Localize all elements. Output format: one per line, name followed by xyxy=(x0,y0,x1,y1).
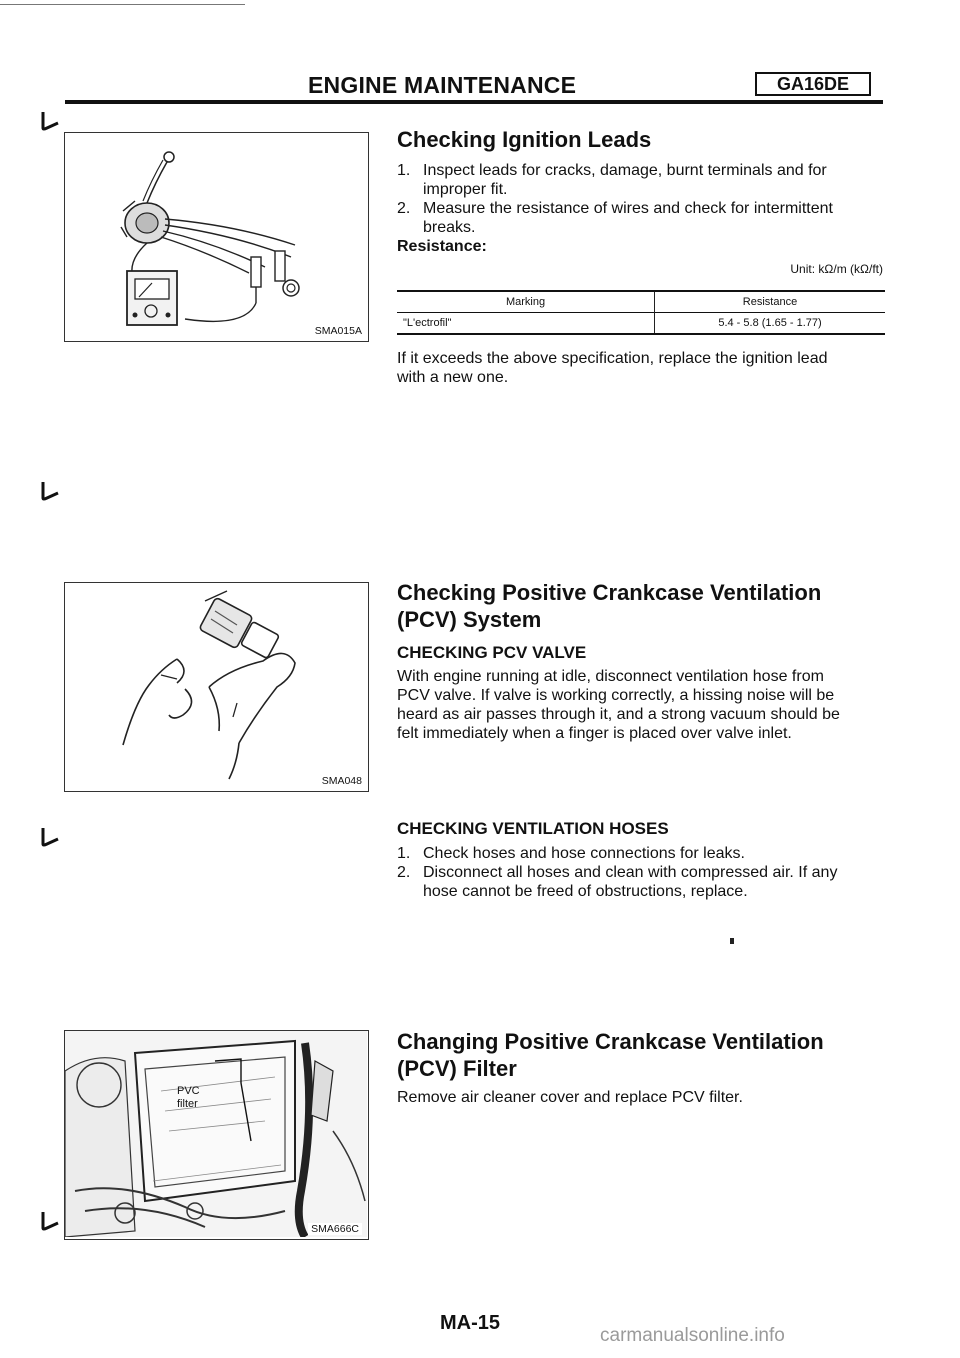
figure-code: SMA666C xyxy=(308,1223,362,1235)
paragraph-line: with a new one. xyxy=(397,369,509,386)
ignition-lead-figure xyxy=(64,132,369,342)
section-title: Checking Ignition Leads xyxy=(397,127,652,152)
list-text: Check hoses and hose connections for leaks. xyxy=(423,845,745,862)
column-header: Marking xyxy=(397,291,655,313)
column-header: Resistance xyxy=(742,296,798,308)
pcv-valve-illustration xyxy=(65,583,367,789)
section-title: (PCV) Filter xyxy=(397,1056,517,1081)
list-text: Disconnect all hoses and clean with compressed air. If any xyxy=(423,864,838,881)
subsection-title: CHECKING VENTILATION HOSES xyxy=(397,819,669,838)
page-number: MA-15 xyxy=(440,1312,501,1334)
ventilation-hoses-section xyxy=(397,818,885,901)
list-number: 2. xyxy=(397,200,411,217)
spec-label: Resistance: xyxy=(397,238,487,255)
revision-mark xyxy=(40,110,62,132)
section-title: Checking Positive Crankcase Ventilation xyxy=(397,580,822,605)
callout-line: PVC xyxy=(177,1085,200,1097)
paragraph-line: If it exceeds the above specification, replace the ignition lead xyxy=(397,350,828,367)
list-item xyxy=(397,844,885,863)
header-rule xyxy=(65,100,883,104)
list-text: hose cannot be freed of obstructions, replace. xyxy=(423,883,748,900)
revision-mark xyxy=(40,480,62,502)
paragraph-line: PCV valve. If valve is working correctly, a hissing noise will be xyxy=(397,687,835,704)
page-header-title: ENGINE MAINTENANCE xyxy=(308,72,577,98)
list-item xyxy=(397,199,885,237)
pcv-filter-section xyxy=(397,1028,885,1107)
unit-note: Unit: kΩ/m (kΩ/ft) xyxy=(790,262,883,276)
figure-code: SMA048 xyxy=(321,775,362,787)
section-title: (PCV) System xyxy=(397,607,542,632)
list-number: 2. xyxy=(397,864,411,881)
speck-mark xyxy=(730,938,734,944)
paragraph-line: felt immediately when a finger is placed over valve inlet. xyxy=(397,725,792,742)
callout-line: filter xyxy=(177,1098,198,1110)
table-cell: "L'ectrofil" xyxy=(397,313,655,335)
ignition-leads-section xyxy=(397,126,885,387)
pcv-system-section xyxy=(397,579,885,743)
subsection-title: CHECKING PCV VALVE xyxy=(397,643,587,662)
list-text: Inspect leads for cracks, damage, burnt terminals and for xyxy=(423,162,827,179)
pcv-filter-figure xyxy=(64,1030,369,1240)
engine-model-badge: GA16DE xyxy=(755,72,871,96)
watermark: carmanualsonline.info xyxy=(600,1325,785,1346)
list-item xyxy=(397,863,885,901)
table-row xyxy=(397,313,885,335)
pvc-filter-callout xyxy=(177,1085,200,1111)
revision-mark xyxy=(40,826,62,848)
top-scan-line xyxy=(0,4,245,5)
paragraph-line: With engine running at idle, disconnect ventilation hose from xyxy=(397,668,824,685)
list-item xyxy=(397,161,885,199)
resistance-table xyxy=(397,290,885,335)
table-cell: 5.4 - 5.8 (1.65 - 1.77) xyxy=(718,317,822,329)
list-text: improper fit. xyxy=(423,181,508,198)
paragraph-line: heard as air passes through it, and a strong vacuum should be xyxy=(397,706,840,723)
list-number: 1. xyxy=(397,162,411,179)
ignition-lead-illustration xyxy=(65,133,367,339)
list-text: Measure the resistance of wires and check for intermittent xyxy=(423,200,833,217)
revision-mark xyxy=(40,1210,62,1232)
list-text: breaks. xyxy=(423,219,476,236)
table-header-row xyxy=(397,291,885,313)
pcv-valve-figure xyxy=(64,582,369,792)
list-number: 1. xyxy=(397,845,411,862)
engine-bay-illustration xyxy=(65,1031,367,1237)
paragraph-line: Remove air cleaner cover and replace PCV filter. xyxy=(397,1089,743,1106)
figure-code: SMA015A xyxy=(314,325,362,337)
section-title: Changing Positive Crankcase Ventilation xyxy=(397,1029,824,1054)
